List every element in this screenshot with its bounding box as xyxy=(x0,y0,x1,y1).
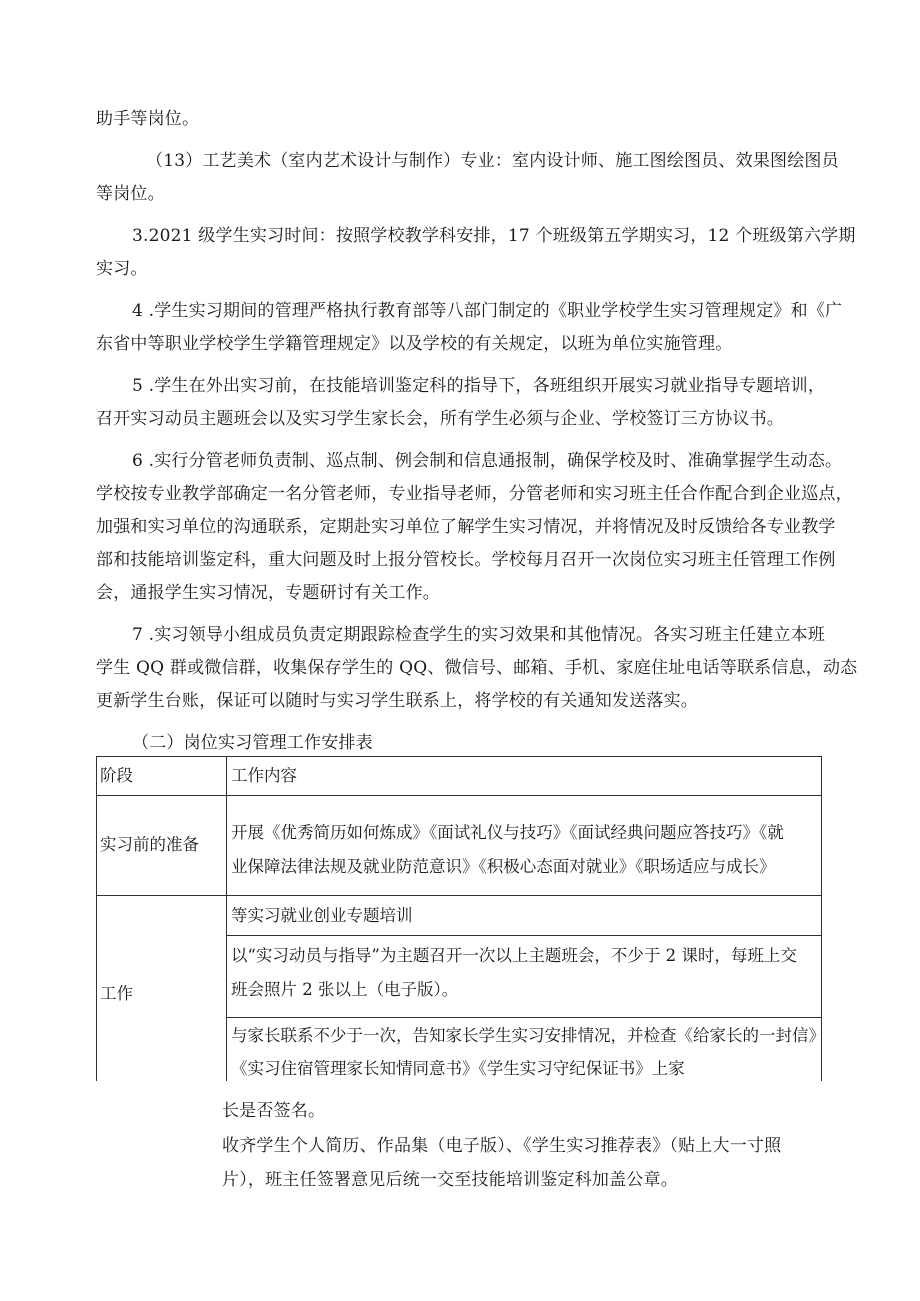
table-cell-content: 等实习就业创业专题培训 xyxy=(231,906,413,925)
text-line: 东省中等职业学校学生学籍管理规定》以及学校的有关规定，以班为单位实施管理。 xyxy=(96,334,733,354)
text-line: 实习。 xyxy=(96,259,148,279)
text-line: 召开实习动员主题班会以及实习学生家长会，所有学生必须与企业、学校签订三方协议书。 xyxy=(96,409,784,429)
table-cell-content: 开展《优秀简历如何炼成》《面试礼仪与技巧》《面试经典问题应答技巧》《就 xyxy=(231,823,784,842)
text-line: 3.2021 级学生实习时间：按照学校教学科安排，17 个班级第五学期实习，12 个班级第六学期 xyxy=(132,226,856,246)
text-line: 更新学生台账，保证可以随时与实习学生联系上，将学校的有关通知发送落实。 xyxy=(96,691,698,711)
text-line: 收齐学生个人简历、作品集（电子版）、《学生实习推荐表》（贴上大一寸照 xyxy=(222,1136,782,1156)
table-cell-stage: 实习前的准备 xyxy=(100,835,199,854)
text-line: 4 .学生实习期间的管理严格执行教育部等八部门制定的《职业学校学生实习管理规定》和《广 xyxy=(132,301,843,321)
table-cell-content: 以“实习动员与指导”为主题召开一次以上主题班会，不少于 2 课时，每班上交 xyxy=(231,946,797,965)
text-line: 加强和实习单位的沟通联系，定期赴实习单位了解学生实习情况，并将情况及时反馈给各专业教学 xyxy=(96,517,836,537)
text-line: 部和技能培训鉴定科，重大问题及时上报分管校长。学校每月召开一次岗位实习班主任管理工作例 xyxy=(96,550,836,570)
text-line: 7 .实习领导小组成员负责定期跟踪检查学生的实习效果和其他情况。各实习班主任建立本班 xyxy=(132,625,826,645)
table-column-divider xyxy=(226,756,227,1081)
table-cell-stage: 工作 xyxy=(100,984,133,1003)
text-line: 助手等岗位。 xyxy=(96,109,200,129)
text-line: 等岗位。 xyxy=(96,184,165,204)
table-cell-content: 与家长联系不少于一次，告知家长学生实习安排情况，并检查《给家长的一封信》 xyxy=(231,1026,825,1045)
text-line: 5 .学生在外出实习前，在技能培训鉴定科的指导下，各班组织开展实习就业指导专题培训， xyxy=(132,376,826,396)
text-line: 长是否签名。 xyxy=(222,1101,326,1121)
table-header-stage: 阶段 xyxy=(100,766,133,785)
table-header-divider xyxy=(96,795,821,796)
table-caption: （二）岗位实习管理工作安排表 xyxy=(132,733,373,753)
text-line: 学生 QQ 群或微信群，收集保存学生的 QQ、微信号、邮箱、手机、家庭住址电话等联系信息，动态 xyxy=(96,658,858,678)
text-line: 6 .实行分管老师负责制、巡点制、例会制和信息通报制，确保学校及时、准确掌握学生动态。 xyxy=(132,451,843,471)
text-line: （13）工艺美术（室内艺术设计与制作）专业：室内设计师、施工图绘图员、效果图绘图员 xyxy=(146,151,839,171)
table-cell-content: 《实习住宿管理家长知情同意书》《学生实习守纪保证书》上家 xyxy=(231,1059,685,1078)
table-cell-content: 业保障法律法规及就业防范意识》《积极心态面对就业》《职场适应与成长》 xyxy=(231,857,776,876)
text-line: 学校按专业教学部确定一名分管老师，专业指导老师，分管老师和实习班主任合作配合到企业巡点， xyxy=(96,484,853,504)
table-border-top xyxy=(96,756,821,757)
table-border-left xyxy=(96,756,97,1081)
table-header-content: 工作内容 xyxy=(231,766,297,785)
table-cell-content: 班会照片 2 张以上（电子版）。 xyxy=(231,980,459,999)
table-row-divider xyxy=(96,895,821,896)
table-subrow-divider xyxy=(226,1017,821,1018)
text-line: 会，通报学生实习情况，专题研讨有关工作。 xyxy=(96,583,440,603)
text-line: 片），班主任签署意见后统一交至技能培训鉴定科加盖公章。 xyxy=(222,1170,678,1190)
table-subrow-divider xyxy=(226,935,821,936)
